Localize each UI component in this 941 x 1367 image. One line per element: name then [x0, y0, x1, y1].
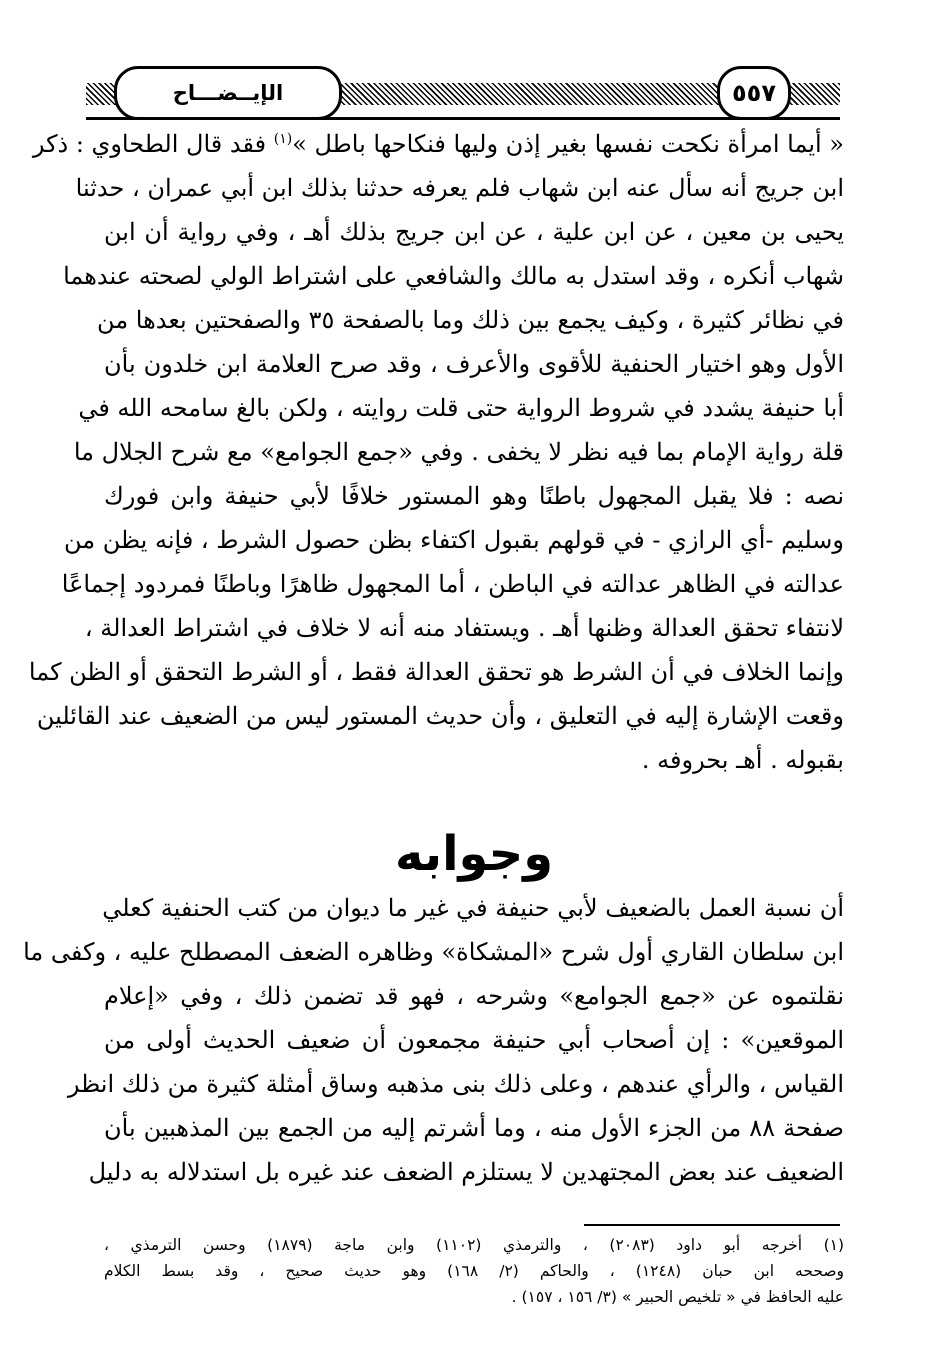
footnote-line: عليه الحافظ في « تلخيص الحبير » (٣/ ١٥٦ ، ١٥٧) .	[511, 1288, 844, 1306]
page-number: ٥٥٧	[717, 66, 791, 120]
text-line: نقلتموه عن «جمع الجوامع» وشرحه ، فهو قد تضمن ذلك ، وفي «إعلام	[104, 982, 844, 1010]
text-line: ابن سلطان القاري أول شرح «المشكاة» وظاهره الضعف المصطلح عليه ، وكفى ما	[23, 938, 844, 966]
footnote-line: (١) أخرجه أبو داود (٢٠٨٣) ، والترمذي (١١٠٢) وابن ماجة (١٨٧٩) وحسن الترمذي ،	[104, 1236, 845, 1254]
page-header	[0, 0, 941, 125]
text-line: أبا حنيفة يشدد في شروط الرواية حتى قلت روايته ، ولكن بالغ سامحه الله في	[78, 394, 844, 422]
footnote-line: وصححه ابن حبان (١٢٤٨) ، والحاكم (٢/ ١٦٨) وهو حديث صحيح ، وقد بسط الكلام	[104, 1262, 844, 1280]
header-ornament-middle	[338, 83, 724, 105]
text-line: ابن جريج أنه سأل عنه ابن شهاب فلم يعرفه حدثنا بذلك ابن أبي عمران ، حدثنا	[75, 174, 844, 202]
hadith-quote: « أيما امرأة نكحت نفسها بغير إذن وليها فنكاحها باطل »	[292, 130, 844, 158]
text-line: شهاب أنكره ، وقد استدل به مالك والشافعي على اشتراط الولي لصحته عندهما	[63, 262, 844, 290]
text-line: القياس ، والرأي عندهم ، وعلى ذلك بنى مذهبه وساق أمثلة كثيرة من ذلك انظر	[67, 1070, 844, 1098]
main-text	[28, 122, 844, 782]
text-line: نصه : فلا يقبل المجهول باطنًا وهو المستور خلافًا لأبي حنيفة وابن فورك	[104, 482, 844, 510]
text-line: وسليم -أي الرازي - في قولهم بقبول اكتفاء بظن حصول الشرط ، فإنه يظن من	[63, 526, 844, 554]
answer-text	[23, 886, 844, 1194]
text-line: يحيى بن معين ، عن ابن علية ، عن ابن جريج بذلك أهـ ، وفي رواية أن ابن	[104, 218, 844, 246]
text-line: قلة رواية الإمام بما فيه نظر لا يخفى . وفي «جمع الجوامع» مع شرح الجلال ما	[73, 438, 844, 466]
text-line	[32, 122, 844, 166]
footnotes	[104, 1232, 844, 1310]
text-line: الموقعين» : إن أصحاب أبي حنيفة مجمعون أن ضعيف الحديث أولى من	[104, 1026, 844, 1054]
footnote-reference: (١)	[273, 131, 293, 147]
text-line: الأول وهو اختيار الحنفية للأقوى والأعرف ، وقد صرح العلامة ابن خلدون بأن	[104, 350, 844, 378]
text-line: وإنما الخلاف في أن الشرط هو تحقق العدالة فقط ، أو الشرط التحقق أو الظن كما	[28, 658, 844, 686]
running-title: الإيــضـــاح	[114, 66, 342, 120]
text-line: عدالته في الظاهر عدالته في الباطن ، أما المجهول ظاهرًا وباطنًا فمردود إجماعًا	[61, 570, 844, 598]
text-line: في نظائر كثيرة ، وكيف يجمع بين ذلك وما بالصفحة ٣٥ والصفحتين بعدها من	[97, 306, 844, 334]
section-heading: وجوابه	[394, 826, 554, 882]
text-line: وقعت الإشارة إليه في التعليق ، وأن حديث المستور ليس من الضعيف عند القائلين	[36, 702, 844, 730]
header-rule	[86, 117, 840, 120]
text-line: لانتفاء تحقق العدالة وظنها أهـ . ويستفاد منه أنه لا خلاف في اشتراط العدالة ،	[84, 614, 844, 642]
text-line: بقبوله . أهـ بحروفه .	[641, 746, 844, 774]
text-line: أن نسبة العمل بالضعيف لأبي حنيفة في غير ما ديوان من كتب الحنفية كعلي	[102, 894, 844, 922]
text-line: صفحة ٨٨ من الجزء الأول منه ، وما أشرتم إليه من الجمع بين المذهبين بأن	[104, 1114, 844, 1142]
footnote-separator	[584, 1224, 840, 1226]
text-line: الضعيف عند بعض المجتهدين لا يستلزم الضعف عند غيره بل استدلاله به دليل	[88, 1158, 844, 1186]
text-line-tail: فقد قال الطحاوي : ذكر	[32, 130, 267, 158]
